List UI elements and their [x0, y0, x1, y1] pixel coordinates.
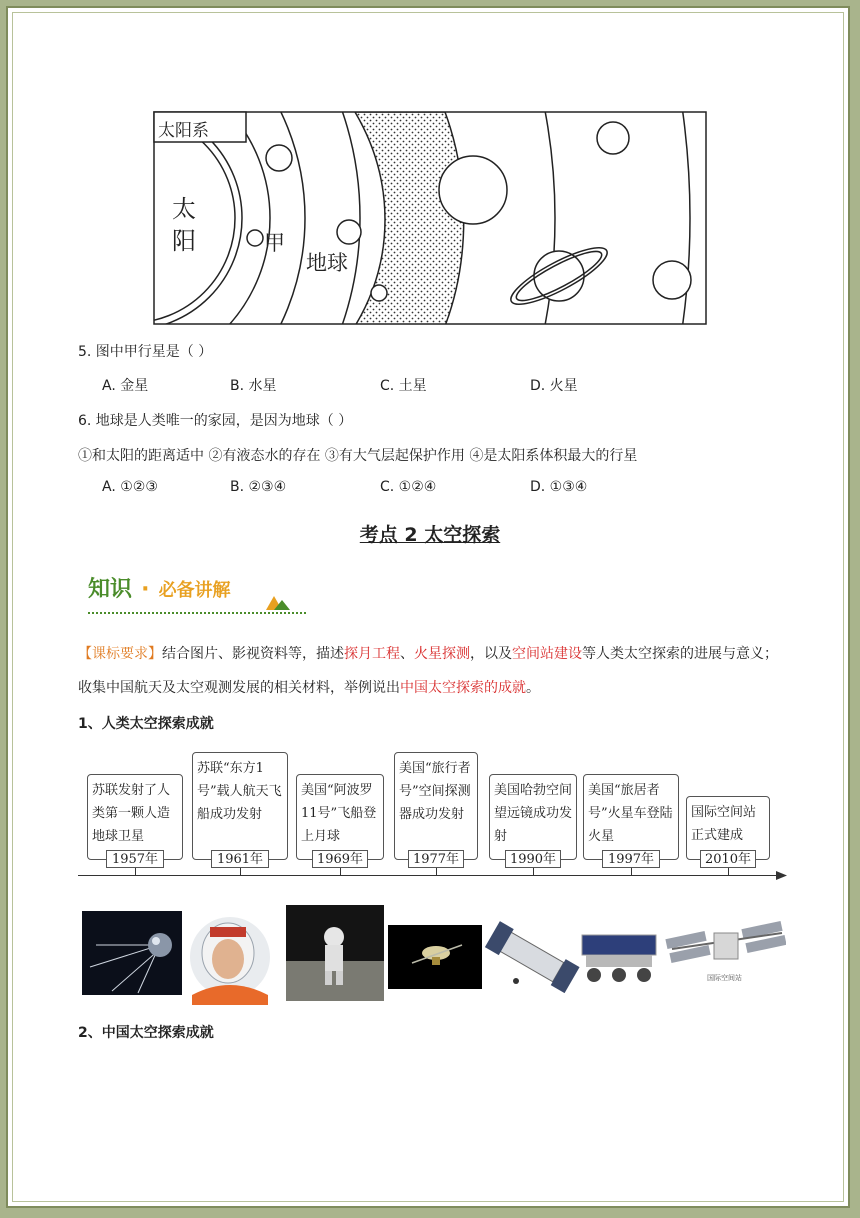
timeline-event-1969: 美国“阿波罗11号”飞船登上月球	[296, 774, 384, 860]
timeline-year-2010: 2010年	[700, 850, 756, 868]
question-5-stem: 5. 图中甲行星是（ ）	[78, 344, 213, 360]
diagram-label: 太阳系	[158, 121, 209, 141]
curriculum-requirement: 【课标要求】结合图片、影视资料等，描述探月工程、火星探测，以及空间站建设等人类太空探索的进展与意义；收集中国航天及太空观测发展的相关材料，举例说出中国太空探索的成就。	[78, 646, 778, 696]
gagarin-image	[190, 917, 270, 1005]
q5-option-a: A. 金星	[102, 378, 149, 394]
space-exploration-images	[82, 905, 786, 1005]
moon-landing-image	[286, 905, 384, 1001]
subheading-china-achievements: 2、中国太空探索成就	[78, 1025, 214, 1041]
section-title: 考点 2 太空探索	[359, 524, 501, 546]
timeline-event-1961: 苏联“东方1号”载人航天飞船成功发射	[192, 752, 288, 860]
timeline-year-1997: 1997年	[602, 850, 660, 868]
q6-option-b: B. ②③④	[230, 479, 287, 495]
knowledge-banner-sub: 必备讲解	[158, 580, 231, 601]
sojourner-image	[582, 935, 656, 982]
question-6-stem: 6. 地球是人类唯一的家园，是因为地球（ ）	[78, 413, 353, 429]
voyager-image	[388, 925, 482, 989]
q5-option-b: B. 水星	[230, 378, 277, 394]
sputnik-image	[82, 911, 182, 995]
timeline-event-1977: 美国“旅行者号”空间探测器成功发射	[394, 752, 478, 860]
timeline-event-2010: 国际空间站正式建成	[686, 796, 770, 860]
q5-option-c: C. 土星	[380, 378, 427, 394]
iss-image	[665, 921, 786, 963]
timeline-year-1977: 1977年	[408, 850, 464, 868]
knowledge-banner-main: 知识	[88, 577, 133, 602]
hubble-image	[485, 921, 580, 993]
timeline-event-1957: 苏联发射了人类第一颗人造地球卫星	[87, 774, 183, 860]
planet-jia	[247, 230, 263, 246]
timeline-event-1990: 美国哈勃空间望远镜成功发射	[489, 774, 577, 860]
timeline-arrow-icon	[776, 870, 788, 882]
timeline-year-1961: 1961年	[211, 850, 269, 868]
earth-label: 地球	[306, 251, 348, 275]
question-6-statements: ①和太阳的距离适中 ②有液态水的存在 ③有大气层起保护作用 ④是太阳系体积最大的行星	[78, 448, 638, 464]
solar-system-diagram	[150, 110, 710, 328]
planet-jia-label: 甲	[264, 231, 285, 255]
timeline-year-1990: 1990年	[505, 850, 561, 868]
timeline-event-1997: 美国“旅居者号”火星车登陆火星	[583, 774, 679, 860]
subheading-human-achievements: 1、人类太空探索成就	[78, 716, 214, 732]
q6-option-c: C. ①②④	[380, 479, 437, 495]
timeline-year-1957: 1957年	[106, 850, 164, 868]
q5-option-d: D. 火星	[530, 378, 578, 394]
mountain-icon	[264, 590, 292, 612]
knowledge-banner: 知识 · 必备讲解	[88, 572, 308, 616]
q6-option-a: A. ①②③	[102, 479, 158, 495]
q6-option-d: D. ①③④	[530, 479, 588, 495]
iss-caption: 国际空间站	[707, 974, 742, 982]
timeline-year-1969: 1969年	[312, 850, 368, 868]
sun-label: 太阳	[172, 195, 196, 255]
